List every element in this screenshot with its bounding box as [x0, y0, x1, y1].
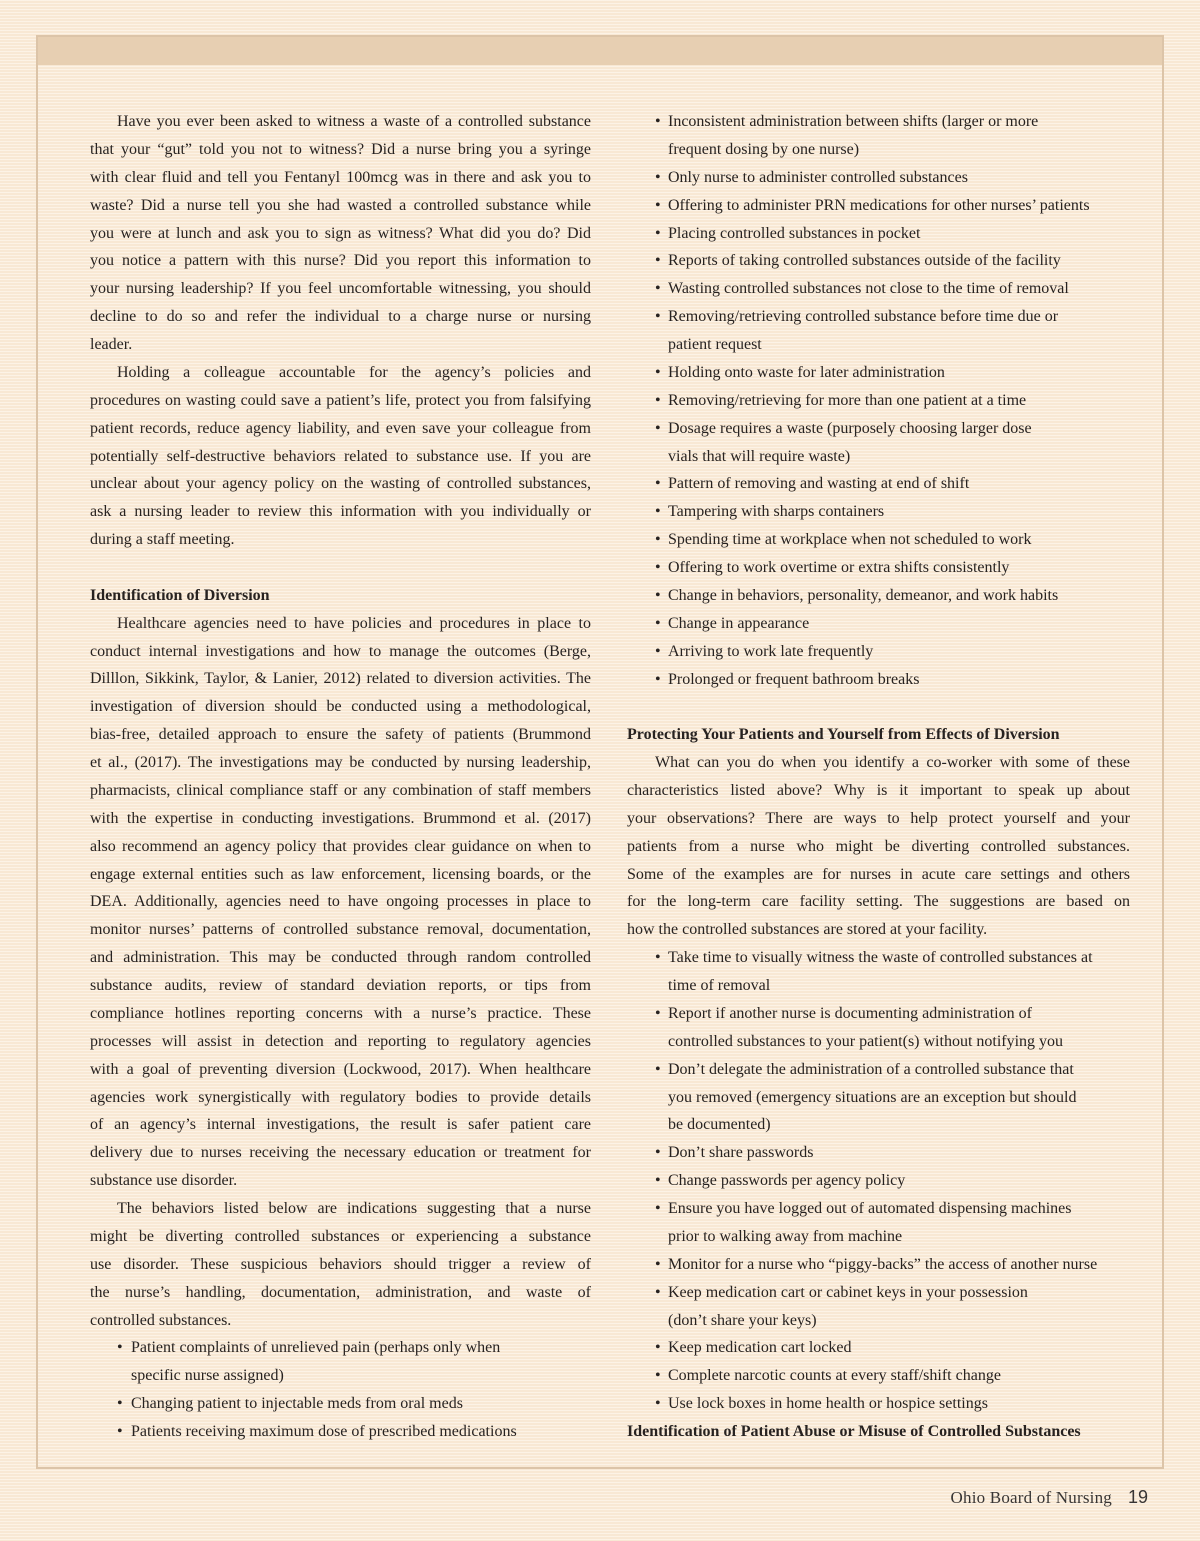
bullet-item [627, 415, 1130, 471]
behavior-bullet-list-continued [627, 108, 1130, 693]
bullet-item [627, 526, 1130, 554]
bullet-glyph: • [655, 949, 661, 967]
bullet-line: frequent dosing by one nurse) [668, 140, 860, 158]
bullet-line: Offering to work overtime or extra shifts consistently [668, 559, 1010, 576]
top-band [38, 37, 1162, 65]
bullet-glyph: • [655, 1255, 661, 1273]
bullet-item [627, 192, 1130, 220]
bullet-glyph: • [655, 1004, 661, 1022]
text-line: how the controlled substances are stored at your facility. [627, 921, 988, 939]
bullet-item [627, 610, 1130, 638]
bullet-line: Patients receiving maximum dose of prescribed medications [131, 1423, 517, 1441]
text-line: with the expertise in conducting investigations. Brummond et al. (2017) [90, 809, 591, 827]
bullet-item [627, 247, 1130, 275]
behavior-bullet-list [90, 1334, 591, 1446]
text-line: characteristics listed above? Why is it important to speak up about [627, 781, 1130, 799]
bullet-item [627, 470, 1130, 498]
bullet-glyph: • [117, 1395, 123, 1413]
bullet-item [627, 1251, 1130, 1279]
bullet-glyph: • [117, 1423, 123, 1441]
bullet-item [627, 303, 1130, 359]
text-line: What can you do when you identify a co-worker with some of these [655, 754, 1130, 772]
text-line: compliance hotlines reporting concerns with a nurse’s practice. These [90, 1004, 591, 1022]
bullet-line: Dosage requires a waste (purposely choosing larger dose [668, 419, 1032, 437]
bullet-item [627, 1279, 1130, 1335]
bullet-line: Only nurse to administer controlled substances [668, 168, 968, 186]
left-column [90, 108, 591, 1446]
bullet-glyph: • [655, 586, 661, 604]
bullet-line: Tampering with sharps containers [668, 503, 885, 521]
bullet-line: Pattern of removing and wasting at end of shift [668, 475, 970, 493]
bullet-glyph: • [655, 363, 661, 381]
bullet-glyph: • [655, 642, 661, 660]
text-line: processes will assist in detection and reporting to regulatory agencies [90, 1032, 591, 1050]
bullet-glyph: • [655, 1172, 661, 1190]
bullet-item [90, 1334, 591, 1390]
bullet-line: you removed (emergency situations are an exception but should [668, 1088, 1077, 1106]
bullet-glyph: • [655, 670, 661, 688]
bullet-line: Use lock boxes in home health or hospice settings [668, 1395, 988, 1413]
text-line: ask a nursing leader to review this information with you individually or [90, 503, 591, 521]
text-line: you notice a pattern with this nurse? Did you report this information to [90, 252, 591, 270]
bullet-item [627, 1056, 1130, 1140]
text-line: potentially self-destructive behaviors related to substance use. If you are [90, 447, 591, 465]
bullet-line: specific nurse assigned) [131, 1367, 284, 1385]
text-line: patient records, reduce agency liability, and even save your colleague from [90, 419, 591, 437]
text-line: of an agency’s internal investigations, the result is safer patient care [90, 1116, 591, 1134]
bullet-line: Report if another nurse is documenting administration of [668, 1004, 1032, 1022]
text-line: bias-free, detailed approach to ensure the safety of patients (Brummond [90, 726, 591, 744]
bullet-line: Wasting controlled substances not close to the time of removal [668, 280, 1069, 298]
bullet-line: Arriving to work late frequently [668, 642, 874, 660]
text-line: for the long-term care facility setting. The suggestions are based on [627, 893, 1130, 911]
bullet-line: Don’t delegate the administration of a controlled substance that [668, 1060, 1074, 1078]
text-line: pharmacists, clinical compliance staff or any combination of staff members [90, 781, 591, 799]
bullet-line: Reports of taking controlled substances outside of the facility [668, 252, 1061, 270]
text-line: Healthcare agencies need to have policies and procedures in place to [117, 614, 591, 632]
section-heading-protecting-patients: Protecting Your Patients and Yourself from Effects of Diversion [627, 726, 1060, 744]
bullet-line: Take time to visually witness the waste of controlled substances at [668, 949, 1093, 967]
text-line: agencies work synergistically with regulatory bodies to provide details [90, 1088, 591, 1106]
text-line: patients from a nurse who might be diverting controlled substances. [627, 837, 1130, 855]
text-line: your nursing leadership? If you feel uncomfortable witnessing, you should [90, 280, 591, 298]
bullet-line: Change in appearance [668, 614, 810, 632]
text-line: during a staff meeting. [90, 531, 235, 549]
section-heading-identification-of-diversion: Identification of Diversion [90, 586, 270, 604]
bullet-item [627, 1390, 1130, 1418]
bullet-item [627, 1334, 1130, 1362]
bullet-glyph: • [655, 1395, 661, 1413]
bullet-line: be documented) [668, 1116, 771, 1134]
text-line: Some of the examples are for nurses in acute care settings and others [627, 865, 1130, 883]
bullet-line: Spending time at workplace when not scheduled to work [668, 531, 1032, 549]
page-footer [951, 1485, 1148, 1510]
text-line: unclear about your agency policy on the wasting of controlled substances, [90, 475, 591, 493]
blank-line [627, 693, 1130, 721]
right-column [627, 108, 1130, 1446]
bullet-line: Placing controlled substances in pocket [668, 224, 921, 242]
text-line: investigation of diversion should be conducted using a methodological, [90, 698, 591, 716]
text-line: engage external entities such as law enforcement, licensing boards, or the [90, 865, 591, 883]
text-line: the nurse’s handling, documentation, administration, and waste of [90, 1283, 591, 1301]
text-line: et al., (2017). The investigations may be conducted by nursing leadership, [90, 754, 591, 772]
bullet-item [627, 164, 1130, 192]
blank-line [90, 554, 591, 582]
bullet-line: Removing/retrieving for more than one patient at a time [668, 391, 1027, 409]
text-line: with clear fluid and tell you Fentanyl 100mcg was in there and ask you to [90, 168, 591, 186]
bullet-glyph: • [655, 1367, 661, 1385]
bullet-glyph: • [655, 168, 661, 186]
bullet-item [627, 220, 1130, 248]
bullet-item [627, 944, 1130, 1000]
bullet-line: Keep medication cart or cabinet keys in your possession [668, 1283, 1028, 1301]
page-number: 19 [1127, 1487, 1148, 1507]
bullet-item [627, 1139, 1130, 1167]
paragraph-accountability [90, 359, 591, 554]
bullet-glyph: • [655, 614, 661, 632]
bullet-line: Inconsistent administration between shifts (larger or more [668, 113, 1039, 130]
bullet-line: Complete narcotic counts at every staff/shift change [668, 1367, 1001, 1385]
bullet-glyph: • [655, 503, 661, 521]
bullet-item [627, 1167, 1130, 1195]
bullet-line: Offering to administer PRN medications for other nurses’ patients [668, 196, 1090, 214]
bullet-line: Changing patient to injectable meds from oral meds [131, 1395, 463, 1413]
bullet-item [627, 638, 1130, 666]
bullet-item [627, 387, 1130, 415]
bullet-glyph: • [655, 224, 661, 242]
bullet-line: Don’t share passwords [668, 1144, 814, 1162]
bullet-line: patient request [668, 336, 762, 353]
bullet-item [627, 1195, 1130, 1251]
bullet-item [627, 1000, 1130, 1056]
bullet-glyph: • [655, 280, 661, 298]
text-line: substance audits, review of standard deviation reports, or tips from [90, 977, 591, 995]
bullet-line: Monitor for a nurse who “piggy-backs” the access of another nurse [668, 1255, 1098, 1273]
protection-bullet-list [627, 944, 1130, 1418]
text-line: conduct internal investigations and how to manage the outcomes (Berge, [90, 642, 591, 660]
bullet-glyph: • [655, 1200, 661, 1218]
text-line: use disorder. These suspicious behaviors should trigger a review of [90, 1255, 591, 1273]
text-line: and administration. This may be conducted through random controlled [90, 949, 591, 967]
bullet-glyph: • [655, 559, 661, 576]
text-line: DEA. Additionally, agencies need to have ongoing processes in place to [90, 893, 591, 911]
bullet-item [627, 582, 1130, 610]
bullet-line: Holding onto waste for later administration [668, 363, 945, 381]
publication-name: Ohio Board of Nursing [950, 1488, 1112, 1507]
bullet-line: Keep medication cart locked [668, 1339, 852, 1357]
bullet-line: Removing/retrieving controlled substance before time due or [668, 308, 1059, 326]
bullet-item [627, 666, 1130, 694]
bullet-glyph: • [655, 113, 661, 130]
paragraph-healthcare-agencies [90, 610, 591, 1195]
bullet-glyph: • [655, 252, 661, 270]
text-line: decline to do so and refer the individual to a charge nurse or nursing [90, 308, 591, 326]
bullet-glyph: • [655, 196, 661, 214]
bullet-glyph: • [655, 475, 661, 493]
bullet-glyph: • [655, 391, 661, 409]
bullet-line: Ensure you have logged out of automated dispensing machines [668, 1200, 1072, 1218]
bullet-glyph: • [655, 308, 661, 326]
bullet-line: time of removal [668, 977, 771, 995]
bullet-glyph: • [655, 1283, 661, 1301]
section-heading-patient-abuse: Identification of Patient Abuse or Misuse of Controlled Substances [627, 1423, 1081, 1441]
text-line: Have you ever been asked to witness a waste of a controlled substance [117, 113, 591, 130]
text-line: Dilllon, Sikkink, Taylor, & Lanier, 2012) related to diversion activities. The [90, 670, 591, 688]
bullet-glyph: • [655, 1339, 661, 1357]
text-line: substance use disorder. [90, 1172, 238, 1190]
bullet-line: prior to walking away from machine [668, 1227, 903, 1245]
text-line: might be diverting controlled substances or experiencing a substance [90, 1227, 591, 1245]
text-line: The behaviors listed below are indications suggesting that a nurse [117, 1200, 591, 1218]
bullet-line: Change passwords per agency policy [668, 1172, 906, 1190]
bullet-glyph: • [655, 1060, 661, 1078]
bullet-line: Prolonged or frequent bathroom breaks [668, 670, 920, 688]
text-line: Holding a colleague accountable for the agency’s policies and [117, 363, 591, 381]
paragraph-witnessing-waste [90, 108, 591, 359]
bullet-item [90, 1418, 591, 1446]
bullet-item [627, 1362, 1130, 1390]
bullet-line: Change in behaviors, personality, demeanor, and work habits [668, 586, 1059, 604]
bullet-line: (don’t share your keys) [668, 1311, 817, 1329]
paragraph-what-can-you-do [627, 749, 1130, 944]
bullet-glyph: • [655, 531, 661, 549]
text-line: that your “gut” told you not to witness? Did a nurse bring you a syringe [90, 140, 591, 158]
text-line: monitor nurses’ patterns of controlled substance removal, documentation, [90, 921, 591, 939]
bullet-item [627, 359, 1130, 387]
text-line: leader. [90, 336, 133, 353]
text-line: your observations? There are ways to help protect yourself and your [627, 809, 1130, 827]
text-line: waste? Did a nurse tell you she had wasted a controlled substance while [90, 196, 591, 214]
bullet-glyph: • [117, 1339, 123, 1357]
bullet-item [627, 275, 1130, 303]
text-line: also recommend an agency policy that provides clear guidance on when to [90, 837, 591, 855]
text-line: controlled substances. [90, 1311, 232, 1329]
bullet-item [90, 1390, 591, 1418]
bullet-glyph: • [655, 419, 661, 437]
paragraph-behaviors-listed [90, 1195, 591, 1334]
bullet-item [627, 108, 1130, 164]
text-line: procedures on wasting could save a patient’s life, protect you from falsifying [90, 391, 591, 409]
bullet-line: Patient complaints of unrelieved pain (perhaps only when [131, 1339, 501, 1357]
bullet-line: controlled substances to your patient(s) without notifying you [668, 1032, 1064, 1050]
bullet-item [627, 498, 1130, 526]
text-line: delivery due to nurses receiving the necessary education or treatment for [90, 1144, 591, 1162]
bullet-glyph: • [655, 1144, 661, 1162]
bullet-line: vials that will require waste) [668, 447, 851, 465]
text-line: with a goal of preventing diversion (Lockwood, 2017). When healthcare [90, 1060, 591, 1078]
text-line: you were at lunch and ask you to sign as witness? What did you do? Did [90, 224, 591, 242]
bullet-item [627, 554, 1130, 582]
